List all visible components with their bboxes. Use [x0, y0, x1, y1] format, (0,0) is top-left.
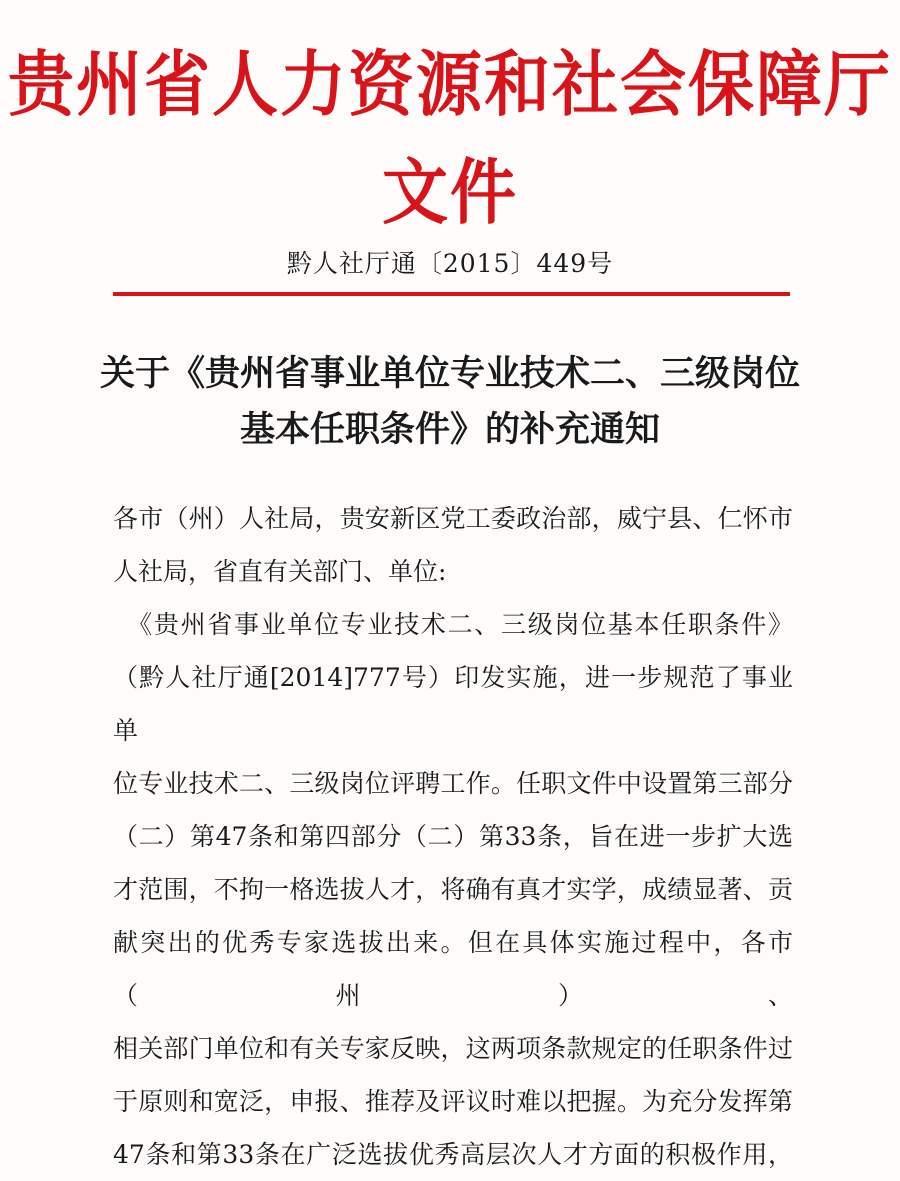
- body-text: [113, 492, 793, 1181]
- document-number: 黔人社厅通〔2015〕449号: [286, 249, 614, 278]
- body-line: 各市（州）人社局，贵安新区党工委政治部，威宁县、仁怀市: [113, 504, 793, 533]
- body-line: 47条和第33条在广泛选拔优秀高层次人才方面的积极作用，: [113, 1140, 793, 1169]
- body-line: 相关部门单位和有关专家反映，这两项条款规定的任职条件过: [113, 1034, 793, 1063]
- body-line: 《贵州省事业单位专业技术二、三级岗位基本任职条件》: [113, 610, 793, 639]
- body-line: （黔人社厅通[2014]777号）印发实施，进一步规范了事业单: [113, 663, 793, 745]
- body-line: 人社局，省直有关部门、单位:: [113, 557, 447, 586]
- body-line: 于原则和宽泛，申报、推荐及评议时难以把握。为充分发挥第: [113, 1087, 793, 1116]
- red-divider-line: [113, 292, 790, 296]
- body-line: 位专业技术二、三级岗位评聘工作。任职文件中设置第三部分: [113, 769, 793, 798]
- body-line: 献突出的优秀专家选拔出来。但在具体实施过程中，各市（州）、: [113, 928, 793, 1010]
- notice-title-line: 关于《贵州省事业单位专业技术二、三级岗位: [99, 353, 800, 394]
- body-line: 才范围，不拘一格选拔人才，将确有真才实学，成绩显著、贡: [113, 875, 793, 904]
- notice-title-line: 基本任职条件》的补充通知: [239, 409, 660, 450]
- notice-title: [60, 346, 840, 458]
- body-line: （二）第47条和第四部分（二）第33条，旨在进一步扩大选: [113, 822, 793, 851]
- document-header-title: 贵州省人力资源和社会保障厅文件: [8, 41, 892, 235]
